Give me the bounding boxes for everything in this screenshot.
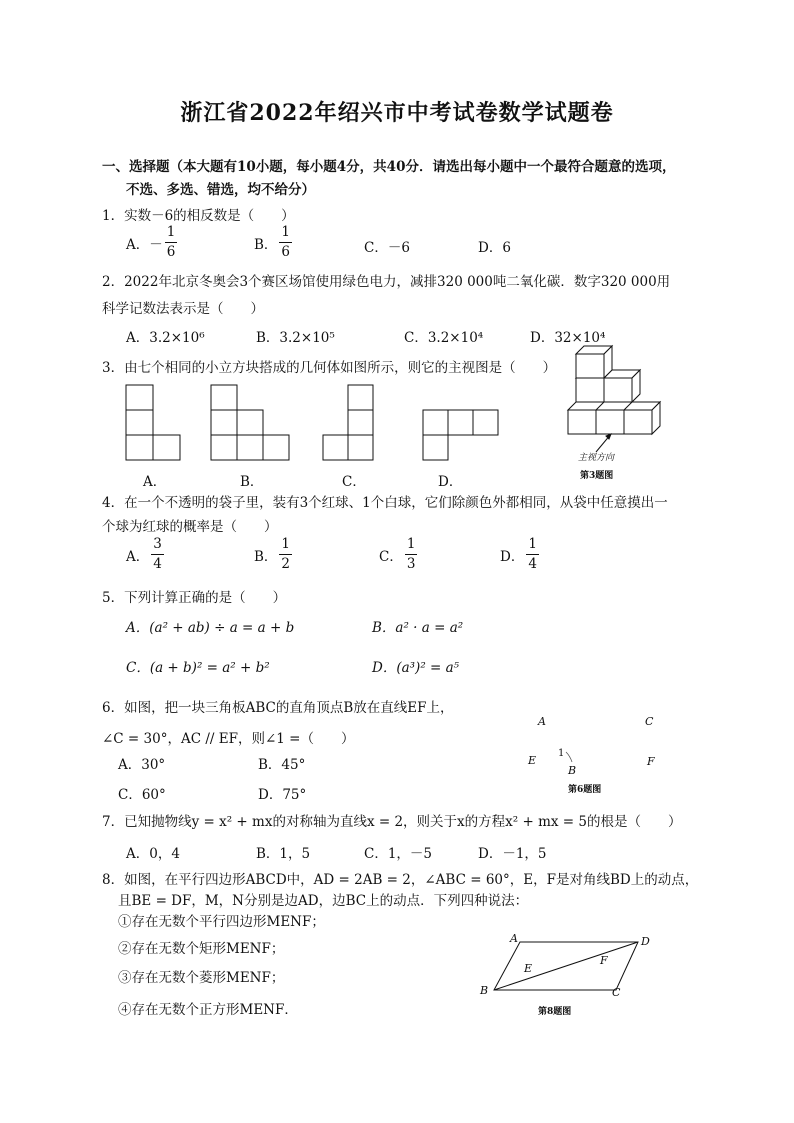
- q6-caption: 第6题图: [568, 785, 602, 795]
- q6-option-d[interactable]: D．75°: [258, 787, 307, 803]
- q6-option-b[interactable]: B．45°: [258, 757, 306, 773]
- q8-caption: 第8题图: [538, 1007, 572, 1017]
- q4-d-label: D．: [500, 548, 525, 565]
- q7-stem: 7．已知抛物线y = x² + mx的对称轴为直线x = 2，则关于x的方程x² + mx = 5的根是（ ）: [102, 814, 682, 830]
- q4-a-den: 4: [153, 555, 162, 572]
- q8-statement-3: ③存在无数个菱形MENF；: [118, 970, 285, 986]
- q1-a-den: 6: [166, 243, 176, 260]
- q4-c-den: 3: [406, 555, 416, 572]
- q4-b-label: B．: [254, 548, 278, 565]
- q2-line2: 科学记数法表示是（ ）: [102, 301, 264, 317]
- q3-view-direction-label: 主视方向: [578, 453, 615, 463]
- q5-stem: 5．下列计算正确的是（ ）: [102, 590, 287, 606]
- q6-option-c[interactable]: C．60°: [118, 787, 166, 803]
- q6-option-a[interactable]: A．30°: [118, 757, 166, 773]
- q1-b-num: 1: [279, 226, 292, 243]
- q8-line1: 8．如图，在平行四边形ABCD中，AD = 2AB = 2，∠ABC = 60°，E，F是对角线BD上的动点，: [102, 872, 699, 888]
- q4-b-den: 2: [281, 555, 291, 572]
- q4-a-label: A．: [126, 548, 150, 565]
- q2-option-a[interactable]: A．3.2×10⁶: [126, 330, 205, 346]
- q8-label-d: D: [641, 935, 650, 948]
- q1-option-d[interactable]: D．6: [478, 240, 511, 256]
- q5-option-a[interactable]: A．(a² + ab) ÷ a = a + b: [126, 620, 295, 636]
- q8-label-e: E: [524, 962, 533, 975]
- page-title: 浙江省2022年绍兴市中考试卷数学试题卷: [180, 100, 614, 126]
- q3-option-d[interactable]: D．: [438, 474, 463, 490]
- q7-option-d[interactable]: D．－1，5: [478, 846, 547, 862]
- q6-label-f: F: [647, 755, 655, 768]
- q2-option-d[interactable]: D．32×10⁴: [530, 330, 606, 346]
- q2-option-c[interactable]: C．3.2×10⁴: [404, 330, 484, 346]
- q8-label-c: C: [612, 986, 621, 999]
- q6-label-b: B: [568, 764, 577, 777]
- q4-c-label: C．: [379, 548, 403, 565]
- q2-line1: 2．2022年北京冬奥会3个赛区场馆使用绿色电力，减排320 000吨二氧化碳．数字320 000用: [102, 274, 671, 290]
- q8-label-a: A: [510, 932, 518, 945]
- q6-line1: 6．如图，把一块三角板ABC的直角顶点B放在直线EF上，: [102, 700, 454, 716]
- q8-label-b: B: [480, 984, 489, 997]
- q2-option-b[interactable]: B．3.2×10⁵: [256, 330, 335, 346]
- q1-option-c[interactable]: C．－6: [364, 240, 410, 256]
- q6-label-a: A: [538, 715, 546, 728]
- q6-label-e: E: [528, 754, 537, 767]
- q3-option-b[interactable]: B．: [240, 474, 264, 490]
- q4-b-num: 1: [279, 538, 292, 555]
- q4-c-num: 1: [405, 538, 418, 555]
- q5-option-b[interactable]: B．a² · a = a²: [372, 620, 464, 636]
- q8-statement-4: ④存在无数个正方形MENF．: [118, 1002, 298, 1018]
- q6-label-c: C: [645, 715, 654, 728]
- q5-option-c[interactable]: C．(a + b)² = a² + b²: [126, 660, 270, 676]
- q1-a-label: A．－: [126, 236, 163, 253]
- q1-b-den: 6: [281, 243, 291, 260]
- q3-stem: 3．由七个相同的小立方块搭成的几何体如图所示，则它的主视图是（ ）: [102, 360, 557, 376]
- q5-option-d[interactable]: D．(a³)² = a⁵: [372, 660, 460, 676]
- q7-option-c[interactable]: C．1，－5: [364, 846, 433, 862]
- section-heading-line1: 一、选择题（本大题有10小题，每小题4分，共40分．请选出每小题中一个最符合题意的选项，: [102, 159, 676, 175]
- q4-d-den: 4: [528, 555, 537, 572]
- q8-label-f: F: [600, 954, 608, 967]
- q1-stem: 1．实数－6的相反数是（ ）: [102, 208, 295, 224]
- q8-statement-2: ②存在无数个矩形MENF；: [118, 941, 285, 957]
- q6-label-angle1: 1: [558, 748, 565, 759]
- q3-option-a[interactable]: A．: [143, 474, 167, 490]
- q4-line2: 个球为红球的概率是（ ）: [102, 519, 278, 535]
- q1-b-label: B．: [254, 236, 278, 253]
- q4-line1: 4．在一个不透明的袋子里，装有3个红球、1个白球，它们除颜色外都相同，从袋中任意摸出一: [102, 495, 668, 511]
- q3-caption: 第3题图: [580, 471, 614, 481]
- q6-line2: ∠C = 30°，AC // EF，则∠1 =（ ）: [102, 731, 355, 747]
- q7-option-a[interactable]: A．0，4: [126, 846, 180, 862]
- q4-a-num: 3: [151, 538, 164, 555]
- q3-option-c[interactable]: C．: [342, 474, 366, 490]
- q8-statement-1: ①存在无数个平行四边形MENF；: [118, 914, 325, 930]
- q8-line2: 且BE = DF，M，N分别是边AD，边BC上的动点．下列四种说法：: [118, 893, 529, 909]
- section-heading-line2: 不选、多选、错选，均不给分）: [126, 182, 315, 198]
- q4-d-num: 1: [526, 538, 539, 555]
- q7-option-b[interactable]: B．1，5: [256, 846, 311, 862]
- q1-a-num: 1: [165, 226, 178, 243]
